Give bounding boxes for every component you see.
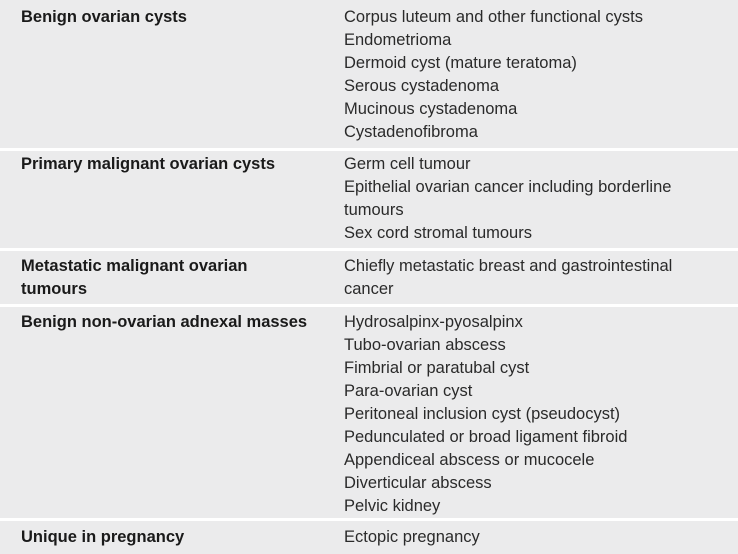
list-item: Chiefly metastatic breast and gastrointestinal cancer	[344, 257, 673, 298]
list-item: Germ cell tumour	[344, 155, 471, 173]
list-item: Sex cord stromal tumours	[344, 224, 532, 242]
row-category: Benign non-ovarian adnexal masses	[21, 313, 308, 331]
list-item: Serous cystadenoma	[344, 77, 500, 95]
row-items	[344, 153, 724, 245]
table-row	[0, 151, 738, 248]
row-items	[344, 255, 694, 301]
row-category: Benign ovarian cysts	[21, 8, 187, 26]
table-row	[0, 307, 738, 518]
list-item: Peritoneal inclusion cyst (pseudocyst)	[344, 405, 621, 423]
list-item: Fimbrial or paratubal cyst	[344, 359, 530, 377]
list-item: Ectopic pregnancy	[344, 528, 480, 546]
row-category: Unique in pregnancy	[21, 528, 185, 546]
list-item: Endometrioma	[344, 31, 452, 49]
row-category: Primary malignant ovarian cysts	[21, 155, 276, 173]
row-category: Metastatic malignant ovarian tumours	[21, 257, 248, 298]
list-item: Dermoid cyst (mature teratoma)	[344, 54, 577, 72]
list-item: Pelvic kidney	[344, 497, 441, 515]
table-row	[0, 251, 738, 304]
row-items	[344, 526, 734, 549]
list-item: Appendiceal abscess or mucocele	[344, 451, 595, 469]
table-row	[0, 0, 738, 148]
row-items	[344, 6, 734, 144]
list-item: Pedunculated or broad ligament fibroid	[344, 428, 628, 446]
list-item: Cystadenofibroma	[344, 123, 478, 141]
list-item: Epithelial ovarian cancer including borderline tumours	[344, 178, 672, 219]
list-item: Corpus luteum and other functional cysts	[344, 8, 643, 26]
list-item: Tubo-ovarian abscess	[344, 336, 506, 354]
list-item: Mucinous cystadenoma	[344, 100, 518, 118]
row-items	[344, 311, 734, 518]
list-item: Para-ovarian cyst	[344, 382, 473, 400]
table-row	[0, 521, 738, 554]
list-item: Hydrosalpinx-pyosalpinx	[344, 313, 523, 331]
list-item: Diverticular abscess	[344, 474, 492, 492]
